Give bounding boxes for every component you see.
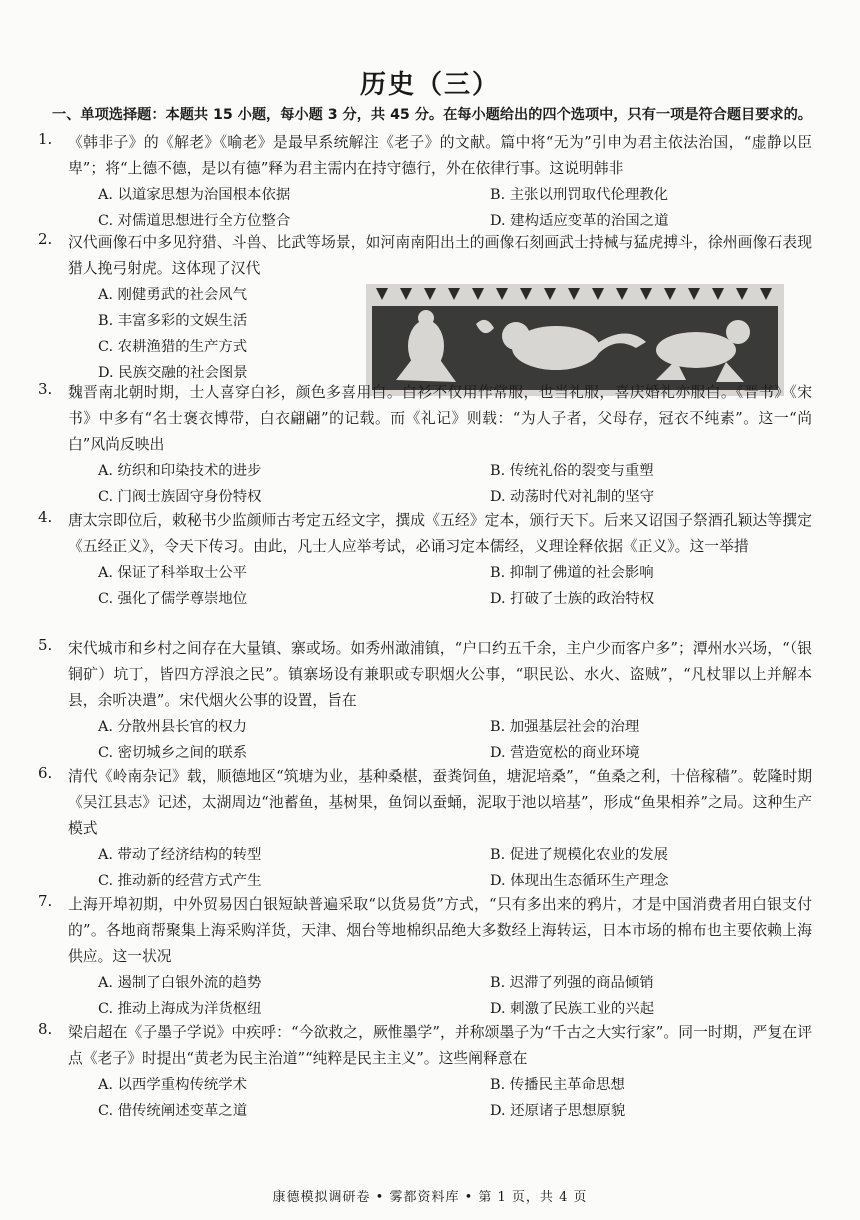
option-d[interactable]: D. 动荡时代对礼制的坚守 bbox=[490, 489, 655, 505]
question-stem: 清代《岭南杂记》载，顺德地区“筑塘为业，基种桑椹，蚕粪饲鱼，塘泥培桑”，“鱼桑之利，十倍稼穑”。乾隆时期《吴江县志》记述，太湖周边“池蓄鱼，基树果，鱼饲以蚕蛹，泥取于池以培基”，形成“鱼果相养”之局。这种生产模式 bbox=[68, 768, 812, 837]
options bbox=[98, 970, 812, 1022]
option-d[interactable]: D. 体现出生态循环生产理念 bbox=[490, 873, 669, 889]
option-c[interactable]: C. 门阀士族固守身份特权 bbox=[98, 489, 262, 505]
option-b[interactable]: B. 传统礼俗的裂变与重塑 bbox=[490, 463, 654, 479]
option-b[interactable]: B. 迟滞了列强的商品倾销 bbox=[490, 975, 654, 991]
question-number: 7. bbox=[38, 892, 53, 910]
options bbox=[98, 714, 812, 766]
question-number: 4. bbox=[38, 508, 53, 526]
option-d[interactable]: D. 还原诸子思想原貌 bbox=[490, 1103, 626, 1119]
question-4 bbox=[38, 508, 812, 612]
question-number: 6. bbox=[38, 764, 53, 782]
options bbox=[98, 182, 812, 234]
question-stem: 唐太宗即位后，敕秘书少监颜师古考定五经文字，撰成《五经》定本，颁行天下。后来又诏国子祭酒孔颖达等撰定《五经正义》，令天下传习。由此，凡士人应举考试，必诵习定本儒经，义理诠释依据《正义》。这一举措 bbox=[68, 512, 812, 555]
section-heading: 一、单项选择题：本题共 15 小题，每小题 3 分，共 45 分。在每小题给出的四个选项中，只有一项是符合题目要求的。 bbox=[52, 107, 812, 123]
page-footer: 康德模拟调研卷 • 雾都资料库 • 第 1 页，共 4 页 bbox=[272, 1190, 588, 1205]
question-number: 2. bbox=[38, 230, 53, 248]
option-a[interactable]: A. 分散州县长官的权力 bbox=[98, 719, 248, 735]
question-1 bbox=[38, 130, 812, 234]
question-number: 5. bbox=[38, 636, 53, 654]
option-b[interactable]: B. 主张以刑罚取代伦理教化 bbox=[490, 187, 669, 203]
question-2 bbox=[38, 230, 812, 386]
question-number: 8. bbox=[38, 1020, 53, 1038]
question-stem: 宋代城市和乡村之间存在大量镇、寨或场。如秀州澉浦镇，“户口约五千余，主户少而客户多”；潭州水兴场，“（银铜矿）坑丁，皆四方浮浪之民”。镇寨场设有兼职或专职烟火公事，“职民讼、水火、盗贼”，“凡杖罪以上并解本县，余听决遣”。宋代烟火公事的设置，旨在 bbox=[68, 640, 812, 709]
question-6 bbox=[38, 764, 812, 894]
option-c[interactable]: C. 密切城乡之间的联系 bbox=[98, 745, 248, 761]
page-title: 历史（三） bbox=[359, 70, 500, 100]
option-d[interactable]: D. 营造宽松的商业环境 bbox=[490, 745, 640, 761]
option-d[interactable]: D. 打破了士族的政治特权 bbox=[490, 591, 655, 607]
option-c[interactable]: C. 强化了儒学尊崇地位 bbox=[98, 591, 248, 607]
option-b[interactable]: B. 抑制了佛道的社会影响 bbox=[490, 565, 654, 581]
option-a[interactable]: A. 带动了经济结构的转型 bbox=[98, 847, 262, 863]
question-8 bbox=[38, 1020, 812, 1124]
option-a[interactable]: A. 遏制了白银外流的趋势 bbox=[98, 975, 262, 991]
option-c[interactable]: C. 农耕渔猎的生产方式 bbox=[98, 339, 248, 355]
question-number: 3. bbox=[38, 380, 53, 398]
option-d[interactable]: D. 民族交融的社会图景 bbox=[98, 365, 248, 381]
option-b[interactable]: B. 丰富多彩的文娱生活 bbox=[98, 313, 248, 329]
question-7 bbox=[38, 892, 812, 1022]
question-stem: 《韩非子》的《解老》《喻老》是最早系统解注《老子》的文献。篇中将“无为”引申为君主依法治国，“虚静以臣卑”；将“上德不德，是以有德”释为君主需内在持守德行，外在依律行事。这说明韩非 bbox=[68, 134, 812, 177]
option-a[interactable]: A. 保证了科举取士公平 bbox=[98, 565, 248, 581]
option-b[interactable]: B. 加强基层社会的治理 bbox=[490, 719, 640, 735]
option-c[interactable]: C. 借传统阐述变革之道 bbox=[98, 1103, 248, 1119]
options bbox=[98, 560, 812, 612]
option-d[interactable]: D. 刺激了民族工业的兴起 bbox=[490, 1001, 655, 1017]
options bbox=[98, 842, 812, 894]
option-a[interactable]: A. 以西学重构传统学术 bbox=[98, 1077, 248, 1093]
question-number: 1. bbox=[38, 130, 53, 148]
question-stem: 上海开埠初期，中外贸易因白银短缺普遍采取“以货易货”方式，“只有多出来的鸦片，才是中国消费者用白银支付的”。各地商帮聚集上海采购洋货，天津、烟台等地棉织品绝大多数经上海转运，日本市场的棉布也主要依赖上海供应。这一状况 bbox=[68, 896, 812, 965]
option-c[interactable]: C. 对儒道思想进行全方位整合 bbox=[98, 213, 291, 229]
question-stem: 梁启超在《子墨子学说》中疾呼：“今欲救之，厥惟墨学”，并称颂墨子为“千古之大实行家”。同一时期，严复在评点《老子》时提出“黄老为民主治道”“纯粹是民主主义”。这些阐释意在 bbox=[68, 1024, 812, 1067]
question-stem: 魏晋南北朝时期，士人喜穿白衫，颜色多喜用白。白衫不仅用作常服，也当礼服，喜庆婚礼亦服白。《晋书》《宋书》中多有“名士褒衣博带，白衣翩翩”的记载。而《礼记》则载：“为人子者，父母存，冠衣不纯素”。这一“尚白”风尚反映出 bbox=[68, 384, 812, 453]
option-b[interactable]: B. 传播民主革命思想 bbox=[490, 1077, 625, 1093]
option-c[interactable]: C. 推动新的经营方式产生 bbox=[98, 873, 262, 889]
options bbox=[98, 458, 812, 510]
option-c[interactable]: C. 推动上海成为洋货枢纽 bbox=[98, 1001, 262, 1017]
option-d[interactable]: D. 建构适应变革的治国之道 bbox=[490, 213, 669, 229]
option-a[interactable]: A. 以道家思想为治国根本依据 bbox=[98, 187, 291, 203]
question-3 bbox=[38, 380, 812, 510]
question-stem: 汉代画像石中多见狩猎、斗兽、比武等场景，如河南南阳出土的画像石刻画武士持械与猛虎搏斗，徐州画像石表现猎人挽弓射虎。这体现了汉代 bbox=[68, 234, 812, 277]
option-a[interactable]: A. 纺织和印染技术的进步 bbox=[98, 463, 262, 479]
option-b[interactable]: B. 促进了规模化农业的发展 bbox=[490, 847, 669, 863]
options bbox=[98, 1072, 812, 1124]
question-5 bbox=[38, 636, 812, 766]
option-a[interactable]: A. 刚健勇武的社会风气 bbox=[98, 287, 248, 303]
